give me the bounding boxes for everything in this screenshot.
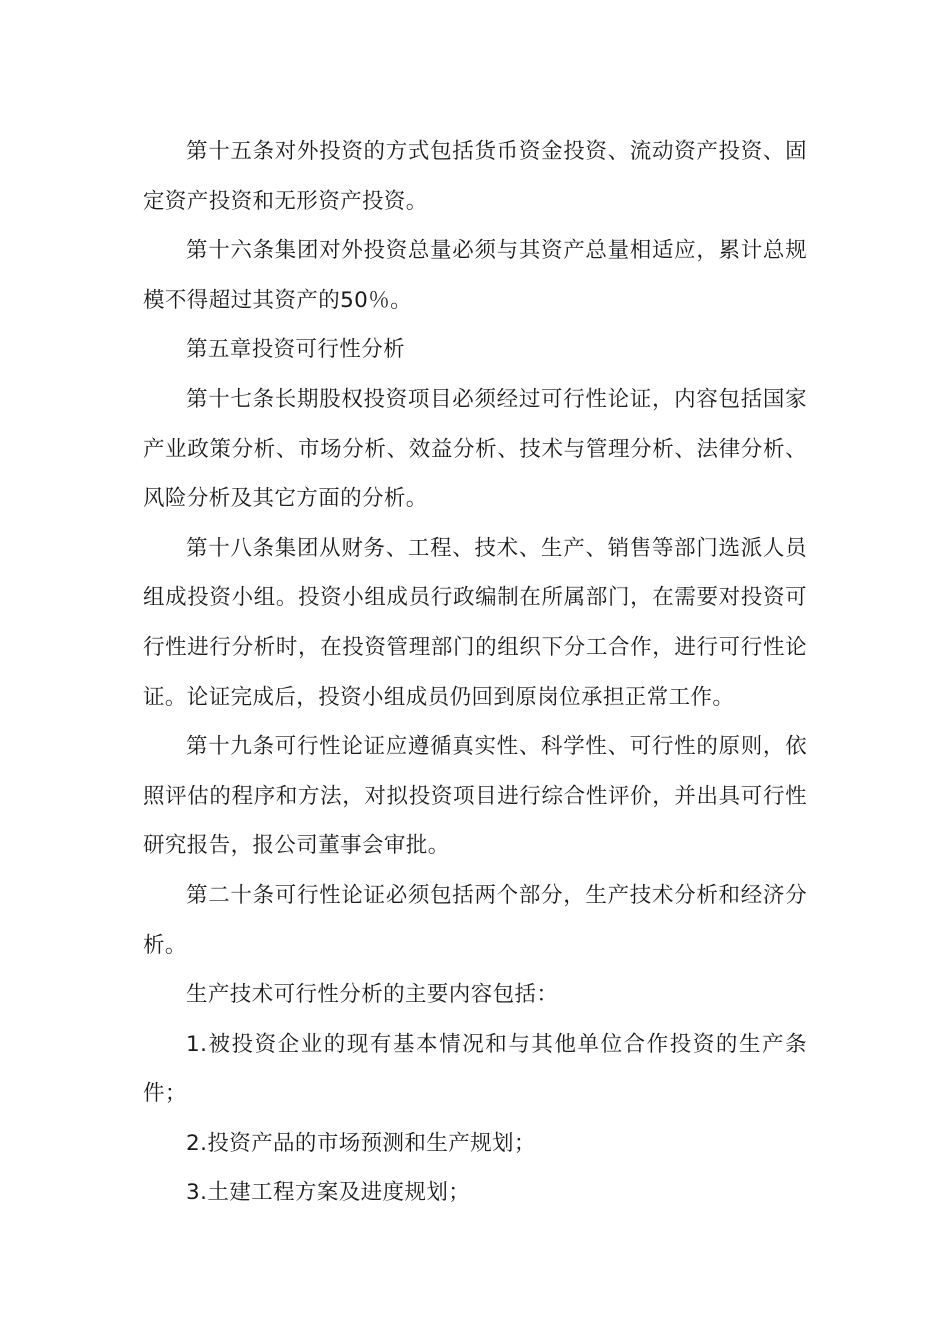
list-item-3: 3.土建工程方案及进度规划； bbox=[186, 1180, 471, 1206]
paragraph-article-19: 第十九条可行性论证应遵循真实性、科学性、可行性的原则，依照评估的程序和方法，对拟投资项目进行综合性评价，并出具可行性研究报告，报公司董事会审批。 bbox=[143, 734, 807, 859]
paragraph-tech-analysis-intro: 生产技术可行性分析的主要内容包括： bbox=[186, 982, 559, 1008]
paragraph-article-18: 第十八条集团从财务、工程、技术、生产、销售等部门选派人员组成投资小组。投资小组成员行政编制在所属部门，在需要对投资可行性进行分析时，在投资管理部门的组织下分工合作，进行可行性论证。论证完成后，投资小组成员仍回到原岗位承担正常工作。 bbox=[143, 535, 807, 710]
list-item-2: 2.投资产品的市场预测和生产规划； bbox=[186, 1130, 536, 1156]
paragraph-article-15: 第十五条对外投资的方式包括货币资金投资、流动资产投资、固定资产投资和无形资产投资。 bbox=[143, 139, 807, 214]
list-item-1: 1.被投资企业的现有基本情况和与其他单位合作投资的生产条件； bbox=[143, 1031, 807, 1107]
chapter-heading-5: 第五章投资可行性分析 bbox=[186, 337, 406, 363]
document-body bbox=[143, 127, 807, 1218]
paragraph-article-17: 第十七条长期股权投资项目必须经过可行性论证，内容包括国家产业政策分析、市场分析、效益分析、技术与管理分析、法律分析、风险分析及其它方面的分析。 bbox=[143, 386, 807, 512]
paragraph-article-16: 第十六条集团对外投资总量必须与其资产总量相适应，累计总规模不得超过其资产的50％。 bbox=[143, 238, 807, 313]
paragraph-article-20: 第二十条可行性论证必须包括两个部分，生产技术分析和经济分析。 bbox=[143, 882, 807, 958]
